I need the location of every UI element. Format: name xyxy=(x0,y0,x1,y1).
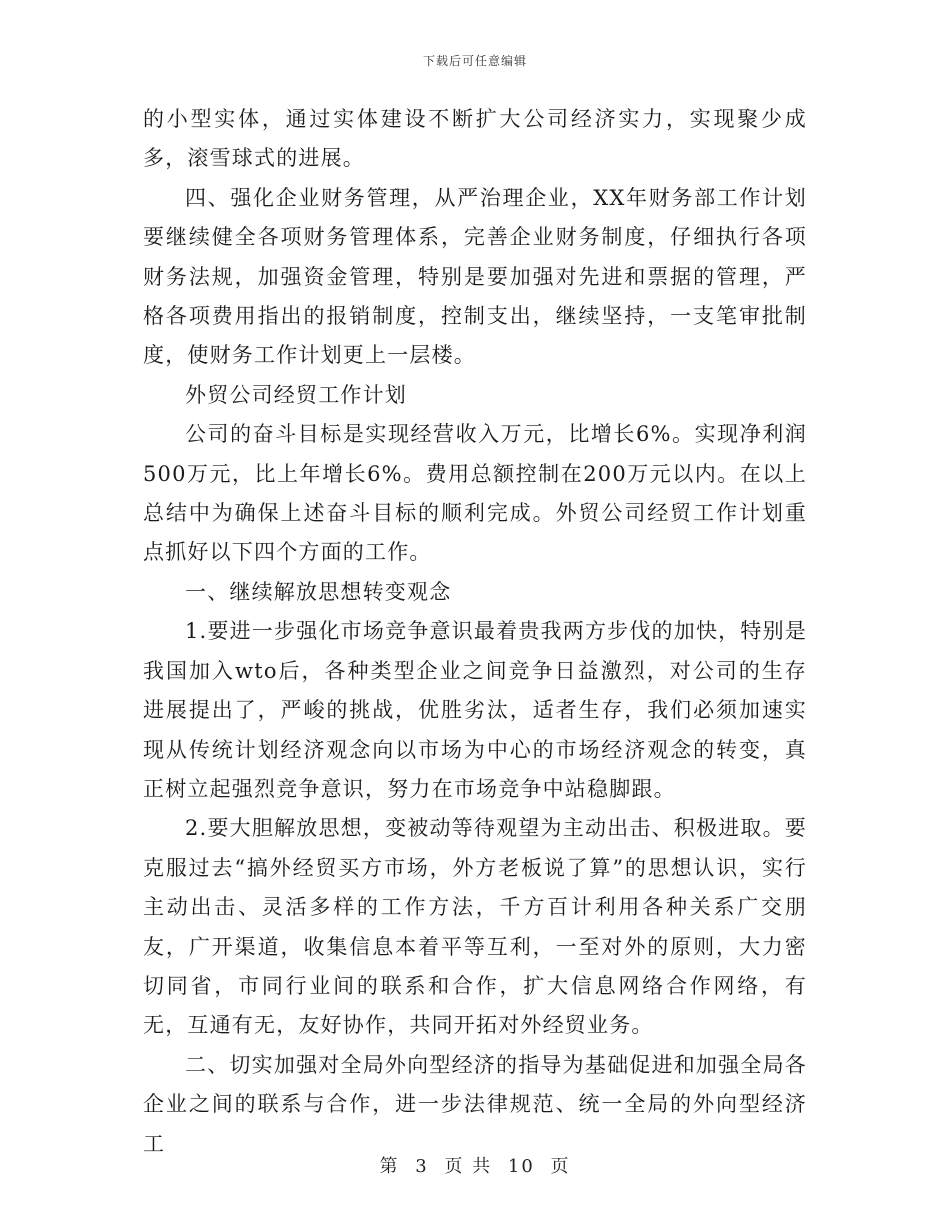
section-heading-1: 一、继续解放思想转变观念 xyxy=(185,579,452,604)
paragraph-1: 的小型实体，通过实体建设不断扩大公司经济实力，实现聚少成多，滚雪球式的进展。 xyxy=(143,107,807,171)
paragraph-3: 公司的奋斗目标是实现经营收入万元，比增长6%。实现净利润500万元，比上年增长6%。费用总额控制在200万元以内。在以上总结中为确保上述奋斗目标的顺利完成。外贸公司经贸工作计划重点抓好以下四个方面的工作。 xyxy=(143,422,807,565)
page-header: 下载后可任意编辑 xyxy=(422,54,527,68)
total-page-number: 10 xyxy=(507,1156,535,1177)
footer-suffix: 页 xyxy=(550,1156,571,1177)
footer-prefix: 第 xyxy=(379,1156,400,1177)
paragraph-6: 二、切实加强对全局外向型经济的指导为基础促进和加强全局各企业之间的联系与合作，进一步法律规范、统一全局的外向型经济工 xyxy=(143,1052,807,1156)
paragraph-5: 2.要大胆解放思想，变被动等待观望为主动出击、积极进取。要克服过去“搞外经贸买方市场，外方老板说了算”的思想认识，实行主动出击、灵活多样的工作方法，千方百计利用各种关系广交朋友，广开渠道，收集信息本着平等互利，一至对外的原则，大力密切同省，市同行业间的联系和合作，扩大信息网络合作网络，有无，互通有无，友好协作，共同开拓对外经贸业务。 xyxy=(143,816,807,1038)
footer-mid: 页 共 xyxy=(444,1156,493,1177)
section-title: 外贸公司经贸工作计划 xyxy=(185,382,407,407)
paragraph-2: 四、强化企业财务管理，从严治理企业，XX年财务部工作计划要继续健全各项财务管理体系，完善企业财务制度，仔细执行各项财务法规，加强资金管理，特别是要加强对先进和票据的管理，严格各项费用指出的报销制度，控制支出，继续坚持，一支笔审批制度，使财务工作计划更上一层楼。 xyxy=(143,185,807,368)
page-footer xyxy=(0,1152,950,1178)
paragraph-4: 1.要进一步强化市场竞争意识最着贵我两方步伐的加快，特别是我国加入wto后，各种类型企业之间竞争日益激烈，对公司的生存进展提出了，严峻的挑战，优胜劣汰，适者生存，我们必须加速实现从传统计划经济观念向以市场为中心的市场经济观念的转变，真正树立起强烈竞争意识，努力在市场竞争中站稳脚跟。 xyxy=(143,619,807,801)
document-body xyxy=(143,100,807,1164)
current-page-number: 3 xyxy=(415,1156,429,1177)
